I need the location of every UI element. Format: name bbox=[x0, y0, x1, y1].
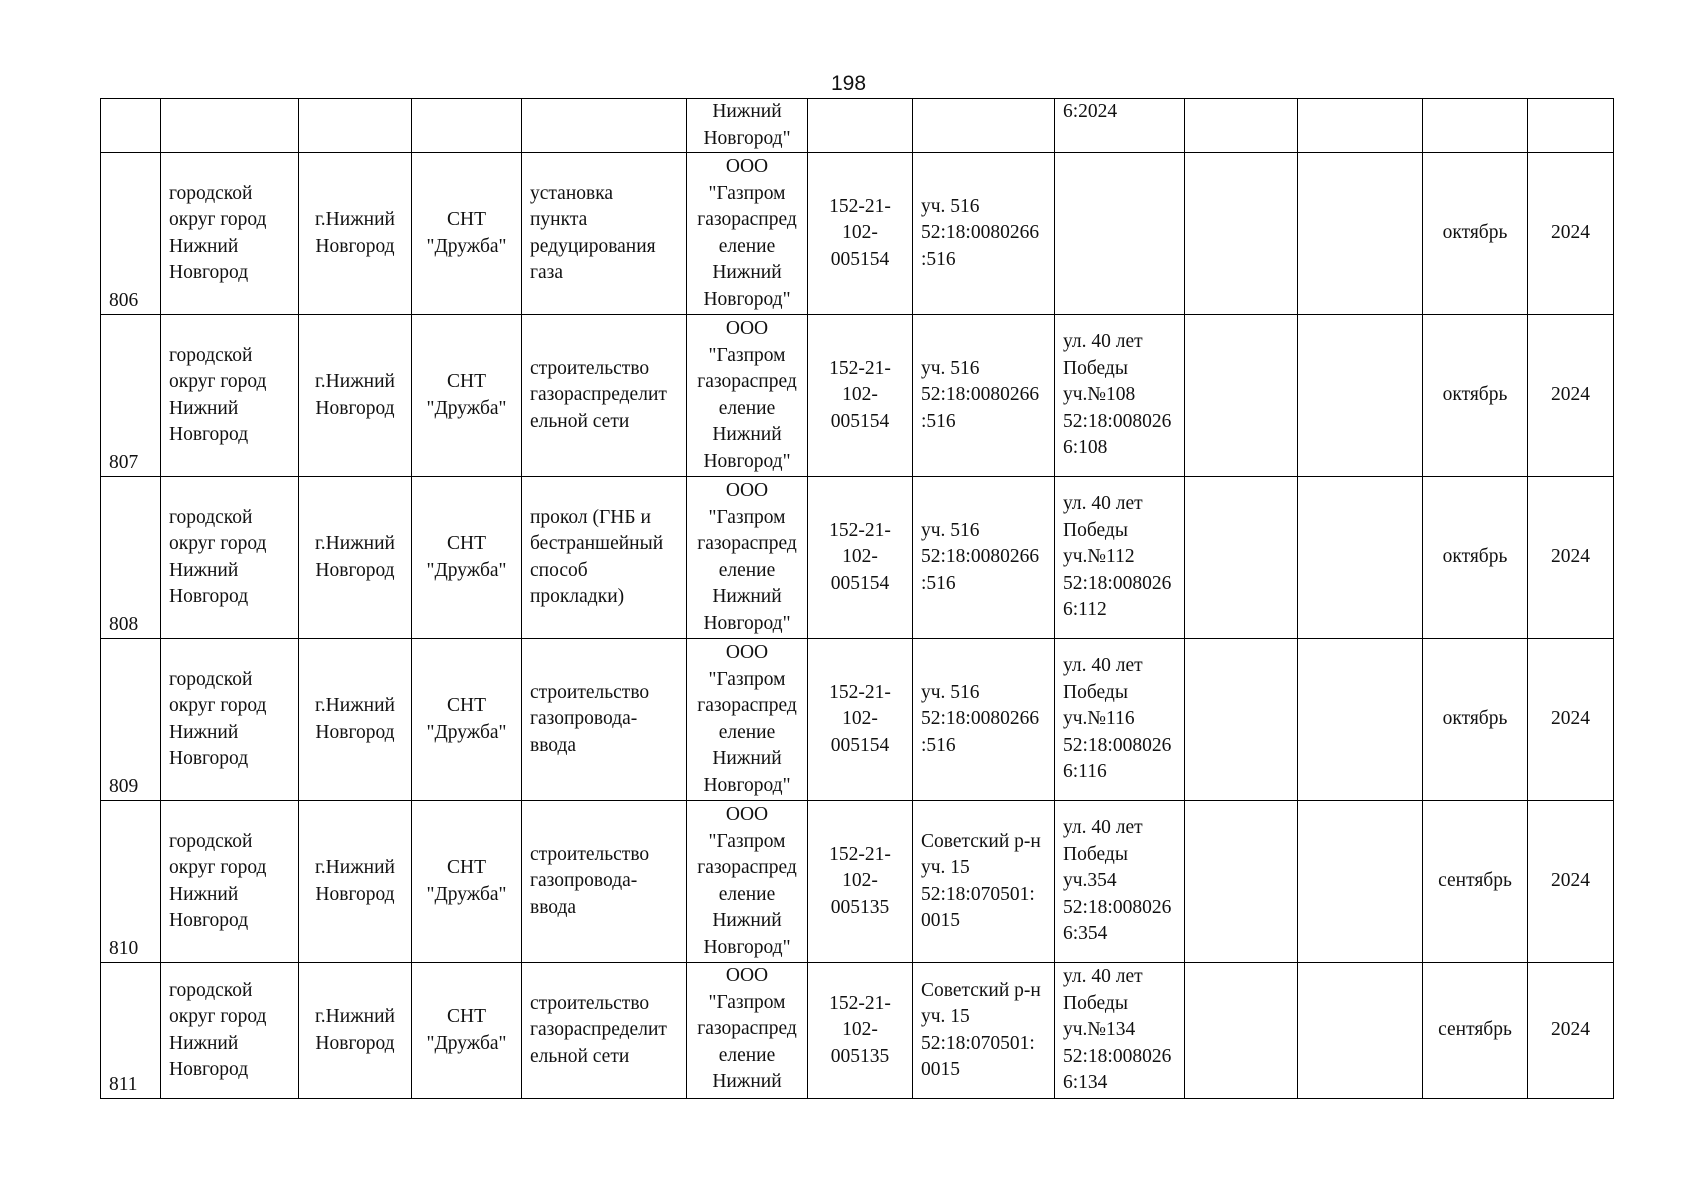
cell-month: сентябрь bbox=[1423, 963, 1528, 1099]
cell-empty-2 bbox=[1298, 99, 1423, 153]
cell-work: установка пункта редуцирования газа bbox=[522, 153, 687, 315]
cell-work: строительство газопровода- ввода bbox=[522, 639, 687, 801]
cell-num bbox=[101, 99, 161, 153]
cell-year: 2024 bbox=[1528, 963, 1614, 1099]
cell-city: г.Нижний Новгород bbox=[299, 153, 412, 315]
cell-snt: СНТ "Дружба" bbox=[412, 477, 522, 639]
cell-snt: СНТ "Дружба" bbox=[412, 801, 522, 963]
cell-address bbox=[1055, 153, 1185, 315]
cell-owner: ООО "Газпром газораспред еление Нижний bbox=[687, 963, 808, 1099]
cell-empty-1 bbox=[1185, 315, 1298, 477]
cell-year: 2024 bbox=[1528, 801, 1614, 963]
cell-address: ул. 40 лет Победы уч.№134 52:18:008026 6:134 bbox=[1055, 963, 1185, 1099]
cell-address: ул. 40 лет Победы уч.№116 52:18:008026 6:116 bbox=[1055, 639, 1185, 801]
cell-code bbox=[808, 99, 913, 153]
cell-address: ул. 40 лет Победы уч.354 52:18:008026 6:354 bbox=[1055, 801, 1185, 963]
cell-snt: СНТ "Дружба" bbox=[412, 153, 522, 315]
cell-address: ул. 40 лет Победы уч.№108 52:18:008026 6:108 bbox=[1055, 315, 1185, 477]
cell-work bbox=[522, 99, 687, 153]
cell-code: 152-21- 102- 005154 bbox=[808, 315, 913, 477]
cell-num: 811 bbox=[101, 963, 161, 1099]
cell-snt: СНТ "Дружба" bbox=[412, 963, 522, 1099]
cell-city: г.Нижний Новгород bbox=[299, 477, 412, 639]
cell-cadastre: уч. 516 52:18:0080266 :516 bbox=[913, 477, 1055, 639]
cell-empty-2 bbox=[1298, 315, 1423, 477]
cell-owner: Нижний Новгород" bbox=[687, 99, 808, 153]
cell-district: городской округ город Нижний Новгород bbox=[161, 477, 299, 639]
cell-empty-1 bbox=[1185, 99, 1298, 153]
cell-work: строительство газопровода- ввода bbox=[522, 801, 687, 963]
cell-cadastre: Советский р-н уч. 15 52:18:070501: 0015 bbox=[913, 963, 1055, 1099]
table-row bbox=[101, 315, 1614, 477]
cell-year: 2024 bbox=[1528, 639, 1614, 801]
page-number: 198 bbox=[830, 72, 867, 95]
cell-empty-2 bbox=[1298, 477, 1423, 639]
cell-district: городской округ город Нижний Новгород bbox=[161, 801, 299, 963]
cell-owner: ООО "Газпром газораспред еление Нижний Новгород" bbox=[687, 477, 808, 639]
cell-address: 6:2024 bbox=[1055, 99, 1185, 153]
cell-snt: СНТ "Дружба" bbox=[412, 315, 522, 477]
table-row bbox=[101, 477, 1614, 639]
cell-owner: ООО "Газпром газораспред еление Нижний Новгород" bbox=[687, 153, 808, 315]
cell-month: октябрь bbox=[1423, 639, 1528, 801]
cell-owner: ООО "Газпром газораспред еление Нижний Новгород" bbox=[687, 315, 808, 477]
cell-work: прокол (ГНБ и бестраншейный способ прокладки) bbox=[522, 477, 687, 639]
cell-num: 810 bbox=[101, 801, 161, 963]
cell-year: 2024 bbox=[1528, 315, 1614, 477]
cell-empty-2 bbox=[1298, 801, 1423, 963]
cell-city bbox=[299, 99, 412, 153]
cell-empty-1 bbox=[1185, 801, 1298, 963]
cell-empty-2 bbox=[1298, 639, 1423, 801]
cell-district: городской округ город Нижний Новгород bbox=[161, 315, 299, 477]
table-row bbox=[101, 639, 1614, 801]
cell-snt bbox=[412, 99, 522, 153]
cell-month: сентябрь bbox=[1423, 801, 1528, 963]
cell-empty-1 bbox=[1185, 963, 1298, 1099]
cell-num: 807 bbox=[101, 315, 161, 477]
cell-num: 808 bbox=[101, 477, 161, 639]
table-row bbox=[101, 153, 1614, 315]
cell-month bbox=[1423, 99, 1528, 153]
cell-cadastre: уч. 516 52:18:0080266 :516 bbox=[913, 153, 1055, 315]
cell-work: строительство газораспределит ельной сети bbox=[522, 315, 687, 477]
cell-num: 809 bbox=[101, 639, 161, 801]
cell-city: г.Нижний Новгород bbox=[299, 639, 412, 801]
cell-year: 2024 bbox=[1528, 477, 1614, 639]
cell-code: 152-21- 102- 005154 bbox=[808, 639, 913, 801]
cell-city: г.Нижний Новгород bbox=[299, 315, 412, 477]
cell-code: 152-21- 102- 005154 bbox=[808, 153, 913, 315]
cell-snt: СНТ "Дружба" bbox=[412, 639, 522, 801]
cell-year: 2024 bbox=[1528, 153, 1614, 315]
cell-city: г.Нижний Новгород bbox=[299, 801, 412, 963]
cell-work: строительство газораспределит ельной сети bbox=[522, 963, 687, 1099]
cell-owner: ООО "Газпром газораспред еление Нижний Новгород" bbox=[687, 801, 808, 963]
cell-empty-1 bbox=[1185, 639, 1298, 801]
table-row-continuation bbox=[101, 99, 1614, 153]
cell-month: октябрь bbox=[1423, 477, 1528, 639]
cell-empty-2 bbox=[1298, 963, 1423, 1099]
cell-year bbox=[1528, 99, 1614, 153]
cell-num: 806 bbox=[101, 153, 161, 315]
cell-month: октябрь bbox=[1423, 153, 1528, 315]
cell-district: городской округ город Нижний Новгород bbox=[161, 963, 299, 1099]
cell-month: октябрь bbox=[1423, 315, 1528, 477]
cell-city: г.Нижний Новгород bbox=[299, 963, 412, 1099]
cell-district bbox=[161, 99, 299, 153]
cell-address: ул. 40 лет Победы уч.№112 52:18:008026 6:112 bbox=[1055, 477, 1185, 639]
registry-table bbox=[100, 98, 1614, 1099]
table-row bbox=[101, 801, 1614, 963]
cell-empty-1 bbox=[1185, 477, 1298, 639]
cell-cadastre: уч. 516 52:18:0080266 :516 bbox=[913, 639, 1055, 801]
cell-code: 152-21- 102- 005135 bbox=[808, 801, 913, 963]
cell-code: 152-21- 102- 005135 bbox=[808, 963, 913, 1099]
cell-district: городской округ город Нижний Новгород bbox=[161, 153, 299, 315]
cell-code: 152-21- 102- 005154 bbox=[808, 477, 913, 639]
cell-empty-2 bbox=[1298, 153, 1423, 315]
cell-cadastre bbox=[913, 99, 1055, 153]
cell-cadastre: уч. 516 52:18:0080266 :516 bbox=[913, 315, 1055, 477]
cell-empty-1 bbox=[1185, 153, 1298, 315]
cell-district: городской округ город Нижний Новгород bbox=[161, 639, 299, 801]
cell-cadastre: Советский р-н уч. 15 52:18:070501: 0015 bbox=[913, 801, 1055, 963]
cell-owner: ООО "Газпром газораспред еление Нижний Новгород" bbox=[687, 639, 808, 801]
table-row bbox=[101, 963, 1614, 1099]
